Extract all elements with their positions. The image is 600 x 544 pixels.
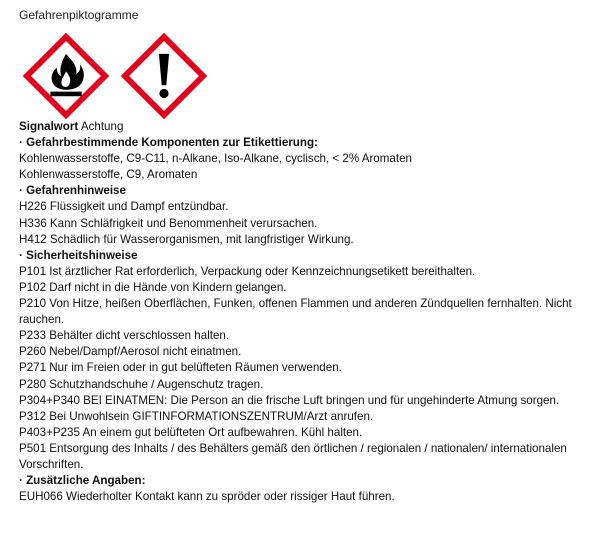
safety-heading: · Sicherheitshinweise: [19, 248, 138, 262]
component-item: Kohlenwasserstoffe, C9-C11, n-Alkane, Iso-Alkane, cyclisch, < 2% Aromaten: [19, 152, 412, 166]
signal-word: [19, 119, 594, 135]
components-heading: · Gefahrbestimmende Komponenten zur Etikettierung:: [19, 136, 318, 150]
exclamation-icon: [118, 30, 210, 122]
safety-statement: P280 Schutzhandschuhe / Augenschutz tragen.: [19, 377, 264, 391]
safety-statement: P304+P340 BEI EINATMEN: Die Person an die frische Luft bringen und für ungehinderte Atmung sorgen.: [19, 393, 560, 407]
pictogram-row: [20, 30, 210, 122]
safety-statement: P233 Behälter dicht verschlossen halten.: [19, 329, 230, 343]
document-heading: Gefahrenpiktogramme: [19, 8, 139, 22]
flame-icon: [20, 30, 112, 122]
safety-statement: P403+P235 An einem gut belüfteten Ort aufbewahren. Kühl halten.: [19, 425, 363, 439]
hazard-heading: · Gefahrenhinweise: [19, 184, 126, 198]
label-content: [19, 119, 594, 505]
safety-statement: P210 Von Hitze, heißen Oberflächen, Funken, offenen Flammen und anderen Zündquellen fernhalten. Nicht rauchen.: [19, 297, 572, 327]
additional-heading: · Zusätzliche Angaben:: [19, 474, 146, 488]
hazard-statement: H226 Flüssigkeit und Dampf entzündbar.: [19, 200, 229, 214]
safety-statement: P260 Nebel/Dampf/Aerosol nicht einatmen.: [19, 345, 242, 359]
signal-word-value: Achtung: [80, 120, 124, 133]
component-item: Kohlenwasserstoffe, C9, Aromaten: [19, 168, 198, 182]
additional-statement: EUH066 Wiederholter Kontakt kann zu spröder oder rissiger Haut führen.: [19, 490, 395, 504]
hazard-statement: H412 Schädlich für Wasserorganismen, mit langfristiger Wirkung.: [19, 232, 354, 246]
signal-word-label: Signalwort: [19, 120, 79, 133]
safety-statement: P501 Entsorgung des Inhalts / des Behälters gemäß den örtlichen / regionalen / nationalen/ internationalen Vorschriften.: [19, 441, 567, 471]
safety-statement: P102 Darf nicht in die Hände von Kindern gelangen.: [19, 280, 287, 294]
safety-statement: P271 Nur im Freien oder in gut belüfteten Räumen verwenden.: [19, 361, 342, 375]
safety-statement: P312 Bei Unwohlsein GIFTINFORMATIONSZENTRUM/Arzt anrufen.: [19, 409, 374, 423]
safety-statement: P101 Ist ärztlicher Rat erforderlich, Verpackung oder Kennzeichnungsetikett bereithalten.: [19, 264, 476, 278]
hazard-statement: H336 Kann Schläfrigkeit und Benommenheit verursachen.: [19, 216, 318, 230]
